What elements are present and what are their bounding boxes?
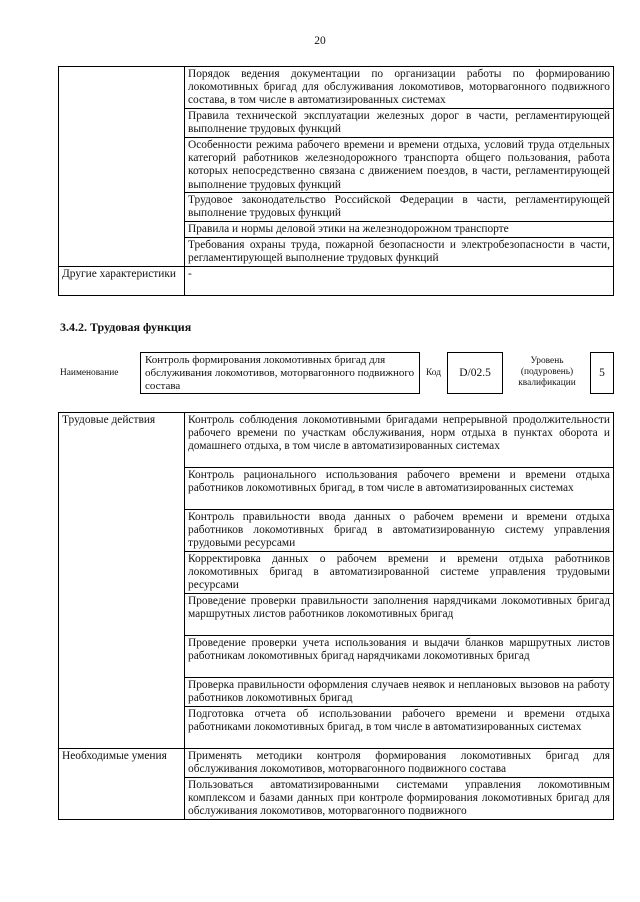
function-code-box — [447, 352, 503, 394]
section-title: 3.4.2. Трудовая функция — [60, 320, 192, 334]
labor-action-item: Проверка правильности оформления случаев неявок и неплановых вызовов на работу работников локомотивных бригад — [185, 678, 614, 707]
knowledge-table-continuation — [58, 66, 614, 296]
table-cell: Требования охраны труда, пожарной безопасности и электробезопасности в части, регламентирующей выполнение трудовых функций — [185, 238, 614, 267]
qualification-level-box — [590, 352, 614, 394]
function-table — [58, 412, 614, 820]
code-label: Код — [426, 368, 441, 378]
name-label: Наименование — [60, 368, 119, 378]
qualification-level: 5 — [599, 367, 605, 379]
table-cell: Трудовое законодательство Российской Федерации в части, регламентирующей выполнение трудовых функций — [185, 193, 614, 222]
function-name: Контроль формирования локомотивных бригад для обслуживания локомотивов, моторвагонного подвижного состава — [145, 354, 415, 392]
labor-action-item: Корректировка данных о рабочем времени и времени отдыха работников локомотивных бригад в автоматизированной системе управления трудовыми ресурсами — [185, 552, 614, 594]
labor-action-item: Проведение проверки учета использования и выдачи бланков маршрутных листов работникам локомотивных бригад нарядчиками локомотивных бригад — [185, 636, 614, 678]
table-row — [59, 267, 614, 296]
labor-action-item: Проведение проверки правильности заполнения нарядчиками локомотивных бригад маршрутных листов работников локомотивных бригад — [185, 594, 614, 636]
other-characteristics-value: - — [185, 267, 614, 296]
table-row — [59, 749, 614, 778]
skill-item: Пользоваться автоматизированными системами управления локомотивным комплексом и базами данных при контроле формирования локомотивных бригад для обслуживания локомотивов, моторвагонного подвижного — [185, 778, 614, 820]
table-cell: Правила технической эксплуатации железных дорог в части, регламентирующей выполнение трудовых функций — [185, 109, 614, 138]
table-cell: Особенности режима рабочего времени и времени отдыха, условий труда отдельных категорий работников железнодорожного транспорта общего пользования, работа которых непосредственно связана с движением поездов, в части, регламентирующей выполнение трудовых функций — [185, 138, 614, 193]
table-row — [59, 67, 614, 109]
labor-action-item: Подготовка отчета об использовании рабочего времени и времени отдыха работниками локомотивных бригад, в том числе в автоматизированных системах — [185, 707, 614, 749]
table-cell: Порядок ведения документации по организации работы по формированию локомотивных бригад для обслуживания локомотивов, моторвагонного подвижного состава, в том числе в автоматизированных системах — [185, 67, 614, 109]
function-name-box — [140, 352, 420, 394]
empty-label-cell — [59, 67, 185, 267]
labor-action-item: Контроль рационального использования рабочего времени и времени отдыха работников локомотивных бригад, в том числе в автоматизированных системах — [185, 468, 614, 510]
labor-action-item: Контроль соблюдения локомотивными бригадами непрерывной продолжительности рабочего времени по участкам обслуживания, норм отдыха в пунктах оборота и домашнего отдыха, в том числе в автоматизированных системах — [185, 413, 614, 468]
skill-item: Применять методики контроля формирования локомотивных бригад для обслуживания локомотивов, моторвагонного подвижного состава — [185, 749, 614, 778]
qualification-level-label: Уровень (подуровень) квалификации — [518, 356, 576, 388]
labor-actions-label: Трудовые действия — [59, 413, 185, 749]
table-cell: Правила и нормы деловой этики на железнодорожном транспорте — [185, 222, 614, 238]
labor-action-item: Контроль правильности ввода данных о рабочем времени и времени отдыха работников локомотивных бригад в автоматизированную систему управления трудовыми ресурсами — [185, 510, 614, 552]
function-code: D/02.5 — [459, 367, 491, 379]
page-number: 20 — [314, 35, 326, 47]
table-row — [59, 413, 614, 468]
other-characteristics-label: Другие характеристики — [59, 267, 185, 296]
skills-label: Необходимые умения — [59, 749, 185, 820]
